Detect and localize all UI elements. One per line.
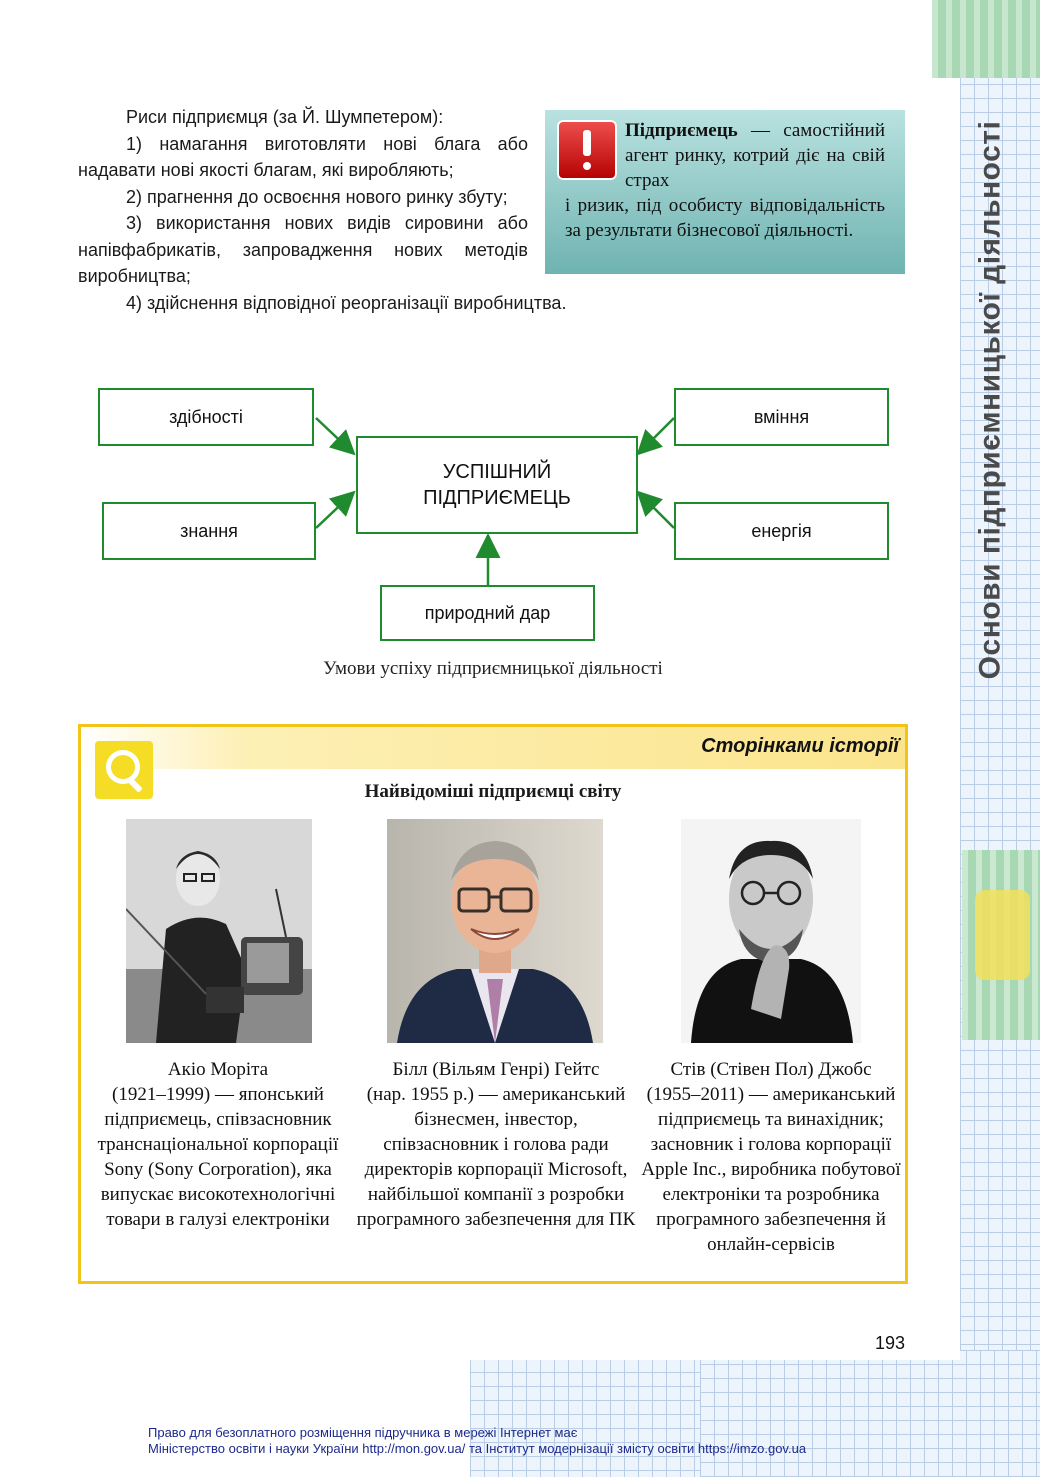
center-line1: УСПІШНИЙ	[442, 461, 552, 483]
diagram-caption: Умови успіху підприємницької діяльності	[323, 658, 663, 679]
center-line2: ПІДПРИЄМЕЦЬ	[423, 487, 571, 509]
history-label: Сторінками історії	[701, 735, 899, 757]
box-successful-entrepreneur	[356, 436, 638, 534]
hand-illustration-icon	[975, 890, 1030, 980]
entrepreneur-traits	[78, 104, 567, 316]
definition-text	[625, 118, 885, 193]
footer-line1: Право для безоплатного розміщення підручника в мережі Інтернет має	[148, 1425, 578, 1440]
person-name: Білл (Вільям Генрі) Гейтс	[392, 1059, 600, 1080]
definition-text-part2: і ризик, під особисту відповідальність за результати бізнесової діяльності.	[565, 195, 885, 241]
traits-intro: Риси підприємця (за Й. Шумпетером):	[126, 107, 444, 127]
chapter-title-text: Основи підприємницької діяльності	[973, 120, 1007, 680]
box-natural-talent: природний дар	[380, 585, 595, 641]
chapter-title	[960, 120, 1020, 680]
footer-rights	[148, 1425, 908, 1457]
history-section	[78, 724, 908, 1284]
bio-steve-jobs	[636, 1057, 906, 1257]
arrow-skills	[640, 418, 674, 452]
definition-box	[545, 110, 905, 274]
person-bio: (1921–1999) — японський підприємець, співзасновник транснаціональної корпорації Sony (Sony Corporation), яка випускає високотехнологічні товари в галузі електроніки	[97, 1084, 339, 1230]
bio-bill-gates	[356, 1057, 636, 1232]
box-energy: енергія	[674, 502, 889, 560]
photo-bill-gates	[387, 819, 603, 1043]
person-name: Акіо Моріта	[167, 1059, 269, 1080]
arrow-abilities	[316, 418, 352, 452]
box-knowledge: знання	[102, 502, 316, 560]
success-diagram	[0, 380, 960, 700]
trait-item: 4) здійснення відповідної реорганізації виробництва.	[126, 292, 567, 313]
person-bio: (нар. 1955 р.) — американський бізнесмен, інвестор, співзасновник і голова ради директорів корпорації Microsoft, найбільшої компанії з розробки програмного забезпечення для ПК	[356, 1084, 636, 1230]
page-number: 193	[875, 1333, 906, 1353]
grid-paper-background-bottom	[700, 1350, 1040, 1477]
box-skills: вміння	[674, 388, 889, 446]
chapter-tab-decoration	[932, 0, 1040, 78]
definition-text-part1: — самостійний агент ринку, котрий діє на свій страх	[625, 120, 885, 191]
history-title: Найвідоміші підприємці світу	[364, 781, 622, 802]
person-bio: (1955–2011) — американський підприємець та винахідник; засновник і голова корпорації Apple Inc., виробника побутової електроніки та розробника програмного забезпечення й онлайн-сервісів	[641, 1084, 901, 1255]
exclamation-icon	[557, 120, 617, 180]
footer-line2: Міністерство освіти і науки України http://mon.gov.ua/ та Інститут модернізації змісту освіти https://imzo.gov.ua	[148, 1441, 807, 1456]
box-abilities: здібності	[98, 388, 314, 446]
trait-item: 1) намагання виготовляти нові блага або надавати нові якості благам, які виробляють;	[78, 133, 528, 180]
trait-item: 2) прагнення до освоєння нового ринку збуту;	[126, 186, 508, 207]
trait-item: 3) використання нових видів сировини або напівфабрикатів, запровадження нових методів виробництва;	[78, 213, 528, 286]
person-name: Стів (Стівен Пол) Джобс	[670, 1059, 872, 1080]
arrow-knowledge	[316, 494, 352, 528]
photo-akio-morita	[126, 819, 312, 1043]
history-header-band	[81, 727, 905, 769]
photo-steve-jobs	[681, 819, 861, 1043]
definition-term: Підприємець	[625, 120, 738, 141]
arrow-energy	[640, 494, 674, 528]
bio-akio-morita	[83, 1057, 353, 1232]
